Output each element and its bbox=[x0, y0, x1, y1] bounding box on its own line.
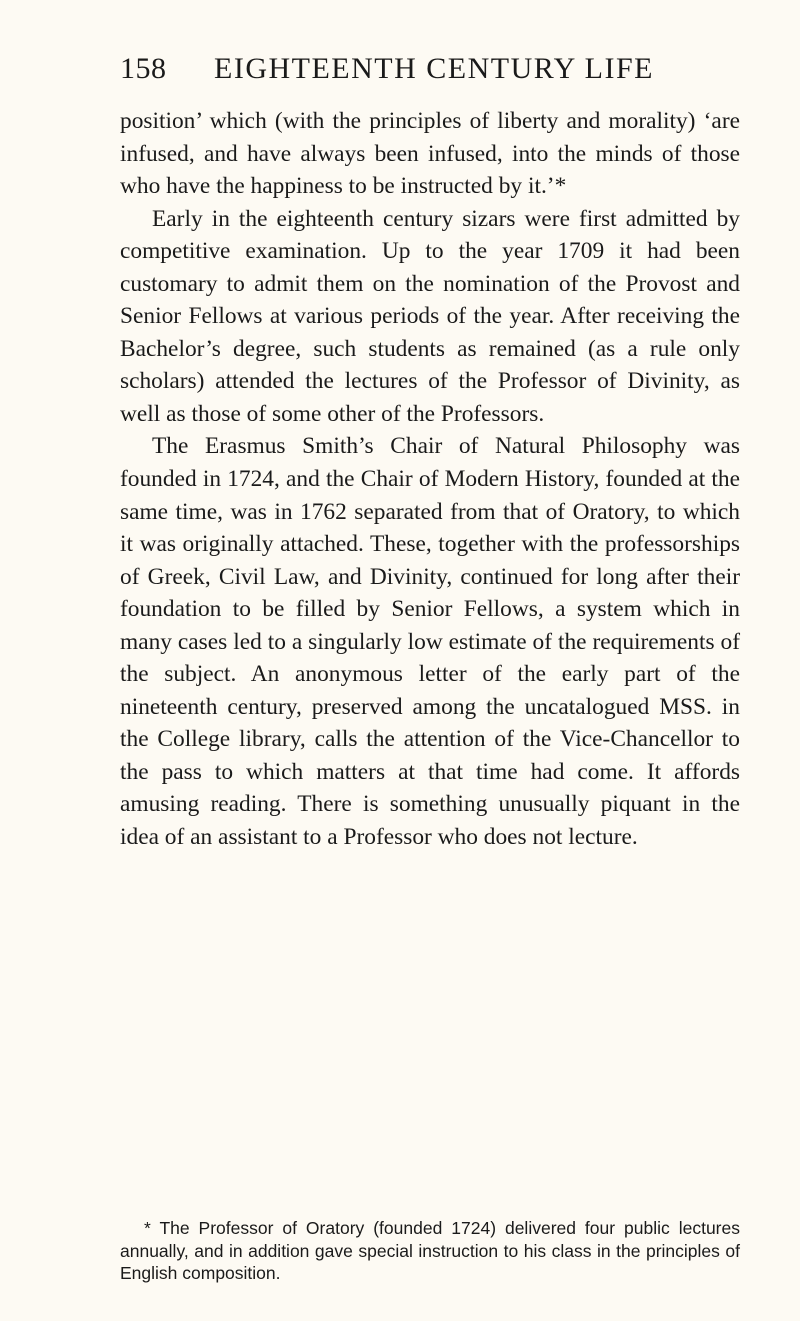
running-header bbox=[120, 52, 738, 92]
footnote-text: * The Professor of Oratory (founded 1724) delivered four public lectures annually, and in addition gave special instruction to his class in the principles of English composition. bbox=[120, 1218, 740, 1283]
body-text bbox=[120, 105, 740, 854]
footnote bbox=[120, 1217, 740, 1285]
paragraph-continuation: position’ which (with the principles of liberty and morality) ‘are infused, and have always been infused, into the minds of those who have the happiness to be instructed by it.’* bbox=[120, 108, 740, 200]
running-title: EIGHTEENTH CENTURY LIFE bbox=[214, 52, 654, 85]
paragraph-sizars: Early in the eighteenth century sizars were first admitted by competitive examination. Up to the year 1709 it had been customary to admit them on the nomination of the Provost and Senior Fellows at various periods of the year. After receiving the Bachelor’s degree, such students as remained (as a rule only scholars) attended the lectures of the Professor of Divinity, as well as those of some other of the Professors. bbox=[120, 205, 740, 427]
page-number: 158 bbox=[120, 52, 167, 85]
paragraph-chairs: The Erasmus Smith’s Chair of Natural Philosophy was founded in 1724, and the Chair of Modern History, founded at the same time, was in 1762 separated from that of Oratory, to which it was originally attached. These, together with the professorships of Greek, Civil Law, and Divinity, continued for long after their foundation to be filled by Senior Fellows, a system which in many cases led to a singularly low estimate of the requirements of the subject. An anonymous letter of the early part of the nineteenth century, preserved among the uncatalogued MSS. in the College library, calls the attention of the Vice-Chancellor to the pass to which matters at that time had come. It affords amusing reading. There is something unusually piquant in the idea of an assistant to a Professor who does not lecture. bbox=[120, 433, 740, 851]
